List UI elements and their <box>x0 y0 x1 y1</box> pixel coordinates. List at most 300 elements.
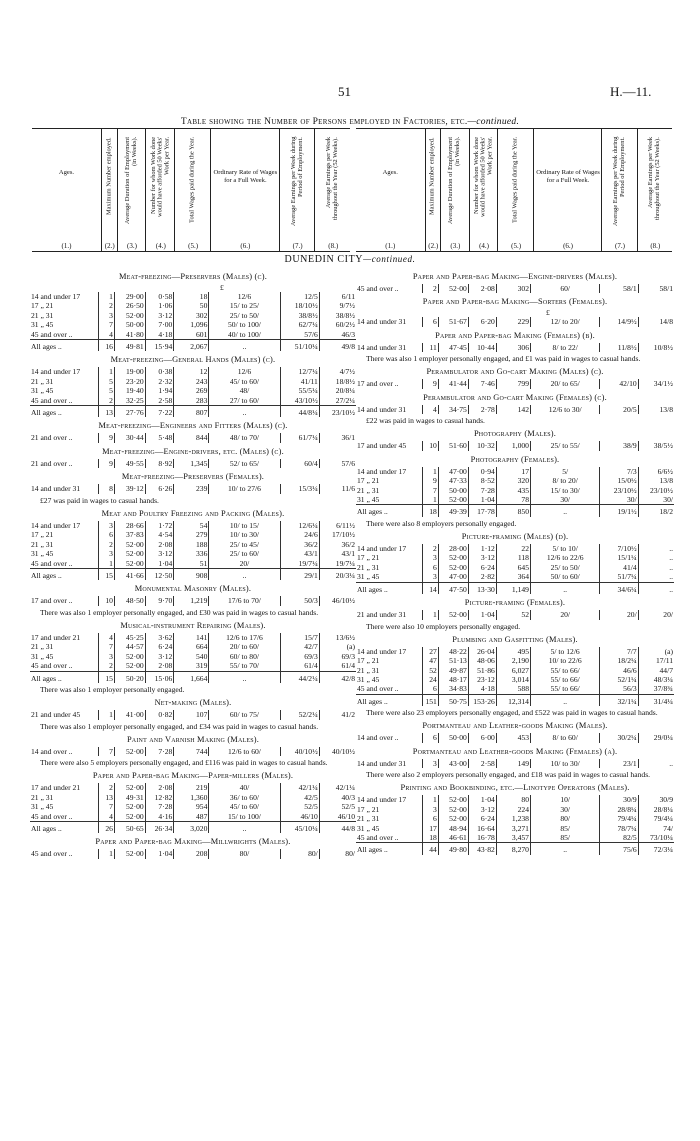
table-cell: 51·60 <box>438 441 468 450</box>
table-cell: 15 <box>98 671 114 683</box>
table-cell: 49·87 <box>438 666 468 675</box>
table-cell: All ages .. <box>30 340 98 352</box>
table-cell: 46/3 <box>319 330 356 340</box>
industry-section <box>356 367 674 388</box>
table-row <box>30 633 356 642</box>
table-cell: 44/8 <box>319 822 356 834</box>
table-cell: 27·76 <box>114 406 145 418</box>
table-cell: 4 <box>98 633 114 642</box>
table-cell: 7 <box>98 747 114 756</box>
table-title-main: Table showing the Number of Persons employed in Factories, etc. <box>180 117 468 127</box>
table-cell: 52/2¼ <box>280 710 319 719</box>
table-cell: 40/10½ <box>280 747 319 756</box>
table-cell: 6 <box>423 733 439 742</box>
table-cell: 6 <box>423 684 439 694</box>
table-cell: 21 „ 31 <box>357 665 380 675</box>
table-cell: 32·25 <box>114 396 145 406</box>
table-cell: 25/ to 50/ <box>209 311 280 320</box>
table-cell: 42/1¼ <box>319 783 356 792</box>
table-cell: 43/1 <box>319 549 356 558</box>
section-heading: Musical-instrument Repairing (Males). <box>120 620 266 630</box>
table-cell: 45 and over .. <box>357 284 399 293</box>
table-cell: 6 <box>423 563 439 572</box>
table-cell: 30/9 <box>638 795 674 804</box>
table-cell: 80/ <box>319 849 356 858</box>
table-cell: 283 <box>174 396 209 406</box>
table-cell: 47 <box>423 656 439 665</box>
table-cell: 7·28 <box>468 486 496 495</box>
table-cell: .. <box>530 694 599 706</box>
table-cell: 1·04 <box>145 849 174 858</box>
table-cell: 1·12 <box>468 544 496 553</box>
table-cell: All ages .. <box>30 406 98 418</box>
table-cell: 46/6 <box>600 666 638 675</box>
data-table <box>356 544 674 594</box>
table-cell: 219 <box>174 783 209 792</box>
table-cell: 320 <box>496 476 530 485</box>
table-row <box>356 284 674 293</box>
table-cell: 10/ to 30/ <box>209 530 280 539</box>
table-cell: 18 <box>423 833 439 843</box>
table-row <box>30 540 356 549</box>
table-cell: 61/4 <box>280 661 319 671</box>
table-cell: 14 and under 17 <box>357 544 407 554</box>
table-cell: 52·00 <box>114 849 145 858</box>
table-cell: 14 and under 17 <box>31 520 81 530</box>
section-heading: Paper and Paper-bag Making—Millwrights (Males). <box>95 837 291 847</box>
table-cell: 269 <box>174 386 209 395</box>
table-cell: 31 „ 45 <box>357 572 380 582</box>
table-cell: 30·44 <box>114 433 145 442</box>
column-header-label: Ordinary Rate of Wages for a Full Week. <box>213 169 278 184</box>
total-row <box>30 671 356 683</box>
table-cell: (a) <box>638 647 674 656</box>
data-table <box>30 849 356 858</box>
table-cell: 52/ to 65/ <box>209 459 280 468</box>
table-cell: 1·04 <box>468 795 496 804</box>
table-cell: 8 <box>98 484 114 493</box>
table-cell: 7·22 <box>145 406 174 418</box>
city-heading <box>0 254 700 265</box>
table-cell: 1,238 <box>496 814 530 823</box>
table-cell: 14 and under 31 <box>357 758 407 768</box>
table-cell: 14 and under 17 <box>357 795 407 805</box>
table-cell: 19·00 <box>114 367 145 376</box>
table-cell: 7·28 <box>145 747 174 756</box>
table-cell: 7/10½ <box>600 544 638 553</box>
table-cell: 6·26 <box>145 484 174 493</box>
table-cell: 54 <box>174 521 209 530</box>
section-note: There were also 8 employers personally engaged. <box>366 518 517 528</box>
table-cell: 27/ to 60/ <box>209 396 280 406</box>
table-cell: 43·00 <box>438 759 468 768</box>
table-cell: 7·00 <box>145 320 174 329</box>
table-cell: 14 and over .. <box>31 746 73 756</box>
table-cell: 8·52 <box>468 476 496 485</box>
table-cell: 3,271 <box>496 824 530 833</box>
table-cell: 3 <box>98 521 114 530</box>
table-cell: 78/7¼ <box>600 824 638 833</box>
table-cell: 2,190 <box>496 656 530 665</box>
table-cell: 9 <box>423 476 439 485</box>
table-cell: 1·04 <box>145 559 174 569</box>
table-cell: 45 and over .. <box>31 849 73 859</box>
total-row <box>30 406 356 418</box>
table-cell: 36/1 <box>319 433 356 442</box>
table-cell: 25/ to 50/ <box>530 563 599 572</box>
table-cell: 31 „ 45 <box>357 823 380 833</box>
data-table <box>30 484 356 493</box>
industry-section <box>30 421 356 442</box>
total-row <box>356 843 674 855</box>
table-cell: 4·54 <box>145 530 174 539</box>
table-cell: 37/8¾ <box>638 684 674 694</box>
table-cell: 60/4 <box>280 459 319 468</box>
table-row <box>356 495 674 505</box>
table-cell: 9·70 <box>145 596 174 605</box>
table-cell: 50/3 <box>280 596 319 605</box>
column-number: (3.) <box>450 242 461 250</box>
table-cell: .. <box>638 544 674 553</box>
table-cell: 2·08 <box>145 661 174 671</box>
column-header-label: Average Earnings per Week throughout the Year (52 Weeks). <box>325 137 340 220</box>
table-cell: 8/ to 22/ <box>530 343 599 352</box>
table-cell: 45/ to 60/ <box>209 802 280 811</box>
table-cell: .. <box>638 572 674 582</box>
table-cell: 17 <box>423 824 439 833</box>
table-cell: 12/6 to 17/6 <box>209 633 280 642</box>
industry-section <box>356 455 674 528</box>
table-cell: 50·00 <box>114 320 145 329</box>
total-row <box>30 568 356 580</box>
section-note: £27 was paid in wages to casual hands. <box>40 495 159 505</box>
table-cell: 51·67 <box>438 317 468 326</box>
table-cell: 80 <box>496 795 530 804</box>
table-cell: 50·20 <box>114 671 145 683</box>
table-cell: 1 <box>423 610 439 619</box>
industry-section <box>30 584 356 617</box>
table-cell: 61/7¼ <box>280 433 319 442</box>
table-cell: 17 <box>496 467 530 476</box>
table-cell: 13/6½ <box>319 633 356 642</box>
table-cell: 73/10¼ <box>638 833 674 843</box>
table-cell: 645 <box>496 563 530 572</box>
column-header-cell <box>117 129 147 251</box>
section-heading: Printing and Bookbinding, etc.—Linotype Operators (Males). <box>400 783 630 793</box>
section-note: There was also 1 employer personally engaged, and £30 was paid in wages to casual hands. <box>40 607 319 617</box>
table-cell: 41/4 <box>600 563 638 572</box>
table-cell: 1,219 <box>174 596 209 605</box>
table-cell: 50/ to 100/ <box>209 320 280 329</box>
table-row <box>356 317 674 326</box>
table-cell: 17 and over .. <box>357 379 399 389</box>
table-cell: 23/10½ <box>319 406 356 418</box>
table-cell: 4·18 <box>468 684 496 694</box>
table-cell: 60/ to 80/ <box>209 652 280 661</box>
data-table <box>356 441 674 450</box>
table-cell: 12/7¼ <box>280 367 319 376</box>
table-cell: 38/8½ <box>280 311 319 320</box>
table-cell: 21 „ 31 <box>357 562 380 572</box>
table-cell: 31 „ 45 <box>31 802 54 812</box>
table-cell: 38/5½ <box>638 441 674 450</box>
table-cell: 48/ to 70/ <box>209 433 280 442</box>
table-cell: 2·32 <box>145 377 174 386</box>
total-row <box>356 582 674 594</box>
table-cell: 5 <box>98 386 114 395</box>
table-cell: 52·00 <box>438 814 468 823</box>
table-cell: 319 <box>174 661 209 671</box>
industry-section <box>356 429 674 450</box>
table-row <box>356 441 674 450</box>
table-cell: 17 and over .. <box>31 596 73 606</box>
column-header-cell <box>469 129 499 251</box>
table-row <box>356 666 674 675</box>
table-cell: All ages .. <box>30 671 98 683</box>
data-table <box>356 379 674 388</box>
table-cell: 78 <box>496 495 530 505</box>
table-cell: All ages .. <box>30 822 98 834</box>
table-cell: 0·82 <box>145 710 174 719</box>
table-cell: 47·00 <box>438 467 468 476</box>
table-cell: 10/ to 22/6 <box>530 656 599 665</box>
table-cell: 48/ <box>209 386 280 395</box>
table-cell: 36/2 <box>280 540 319 549</box>
table-row <box>356 467 674 476</box>
industry-section <box>30 509 356 580</box>
section-heading: Portmanteau and Leather-goods Making (Females) (a). <box>412 746 618 756</box>
table-row <box>356 379 674 388</box>
table-cell: 43/10½ <box>280 396 319 406</box>
table-cell: 46·61 <box>438 833 468 843</box>
table-cell: 60/ <box>530 284 599 293</box>
table-cell: 52·00 <box>114 652 145 661</box>
table-cell: 3 <box>423 572 439 582</box>
table-cell: 14/8 <box>638 317 674 326</box>
table-cell: 20/ to 60/ <box>209 642 280 651</box>
table-cell: 3·12 <box>468 805 496 814</box>
table-cell: 48/3¼ <box>638 675 674 684</box>
table-cell: 14 and under 31 <box>357 317 407 327</box>
table-cell: 14 and under 17 <box>357 466 407 476</box>
table-cell: 80/ <box>209 849 280 858</box>
table-cell: (a) <box>319 642 356 651</box>
industry-section <box>30 355 356 417</box>
table-cell: 14 <box>423 582 439 594</box>
table-cell: 3 <box>423 805 439 814</box>
section-note: There were also 2 employers personally engaged, and £18 was paid in wages to casual hands. <box>366 770 651 780</box>
total-row <box>30 822 356 834</box>
table-cell: 8,270 <box>496 843 530 855</box>
table-cell: 15/ to 100/ <box>209 812 280 822</box>
table-cell: 49·80 <box>438 843 468 855</box>
column-header-cell <box>440 129 470 251</box>
table-cell: 302 <box>496 284 530 293</box>
table-cell: 14 and under 31 <box>357 404 407 414</box>
table-cell: 46/10 <box>319 812 356 822</box>
table-cell: 8/ to 60/ <box>530 733 599 742</box>
industry-section <box>30 771 356 833</box>
table-cell: 50·00 <box>438 733 468 742</box>
table-cell: 239 <box>174 484 209 493</box>
table-row <box>30 530 356 539</box>
table-cell: 21 and over .. <box>31 433 73 443</box>
table-cell: 17/10½ <box>319 530 356 539</box>
column-header-label: Number for whom Work done would have afforded 50 Weeks' Work per Year. <box>149 137 171 218</box>
table-cell: 49·81 <box>114 340 145 352</box>
table-cell: 6 <box>423 317 439 326</box>
column-header-label: Maximum Number employed. <box>105 137 113 215</box>
table-cell: 17 „ 21 <box>31 301 54 311</box>
table-row <box>356 544 674 553</box>
table-cell: 12/6 to 22/6 <box>530 553 599 562</box>
table-cell: All ages .. <box>356 505 423 517</box>
city-name: DUNEDIN CITY <box>284 254 364 265</box>
table-cell: 17/6 to 70/ <box>209 596 280 605</box>
table-row <box>30 642 356 651</box>
table-cell: 2 <box>98 540 114 549</box>
table-cell: 85/ <box>530 833 599 843</box>
data-table <box>30 367 356 417</box>
table-cell: 40/ to 100/ <box>209 330 280 340</box>
table-cell: 21 and under 45 <box>31 710 81 720</box>
table-cell: 12/6 <box>209 367 280 376</box>
table-cell: 52·00 <box>438 495 468 505</box>
table-cell: 5/ <box>530 467 599 476</box>
table-cell: 15/1¼ <box>600 553 638 562</box>
table-cell: 52·00 <box>114 812 145 822</box>
data-table <box>30 292 356 351</box>
table-cell: 51/10¼ <box>280 340 319 352</box>
table-cell: 23·12 <box>468 675 496 684</box>
table-cell: 20/ <box>638 610 674 619</box>
column-number: (6.) <box>563 242 573 250</box>
section-heading: Paper and Paper-bag Making (Females) (b). <box>435 330 595 340</box>
table-cell: 9 <box>98 433 114 442</box>
table-cell: 2 <box>98 301 114 310</box>
table-cell: 141 <box>174 633 209 642</box>
table-cell: 26·04 <box>468 647 496 656</box>
table-cell: 4/7½ <box>319 367 356 376</box>
table-row <box>30 793 356 802</box>
table-cell: 11/8½ <box>600 343 638 352</box>
table-cell: 6/11 <box>319 292 356 301</box>
section-heading: Meat-freezing—Engineers and Fitters (Males) (c). <box>98 421 288 431</box>
table-cell: 2·58 <box>468 759 496 768</box>
table-cell: .. <box>530 505 599 517</box>
table-cell: 4·18 <box>145 330 174 340</box>
section-heading: Photography (Males). <box>473 429 557 439</box>
column-header-cell <box>145 129 175 251</box>
table-cell: 9 <box>423 379 439 388</box>
table-cell: 52·00 <box>438 610 468 619</box>
table-cell: 23/1 <box>600 759 638 768</box>
table-cell: 10/ <box>530 795 599 804</box>
table-cell: 17 „ 21 <box>357 656 380 666</box>
table-cell: 20/ <box>600 610 638 619</box>
table-cell: 2·58 <box>145 396 174 406</box>
table-cell: 34·83 <box>438 684 468 694</box>
section-note: There was also 1 employer personally engaged. <box>40 684 185 694</box>
table-cell: 52·00 <box>438 284 468 293</box>
column-header-cell <box>314 129 351 251</box>
table-cell: 1·94 <box>145 386 174 395</box>
table-row <box>356 553 674 562</box>
table-cell: 1,664 <box>174 671 209 683</box>
column-header-label: Average Earnings per Week during Period of Employment. <box>612 137 626 227</box>
table-cell: 10·32 <box>468 441 496 450</box>
table-cell: 14 and over .. <box>357 733 399 743</box>
data-table <box>356 467 674 517</box>
table-cell: 1,345 <box>174 459 209 468</box>
table-row <box>30 849 356 858</box>
table-cell: 29/1 <box>280 568 319 580</box>
table-cell: 50·65 <box>114 822 145 834</box>
table-cell: 1,000 <box>496 441 530 450</box>
table-cell: All ages .. <box>356 582 423 594</box>
table-row <box>30 661 356 671</box>
table-cell: 14 and under 17 <box>31 367 81 377</box>
industry-section <box>30 735 356 768</box>
table-cell: 55/ to 66/ <box>530 684 599 694</box>
table-cell: 3·12 <box>145 652 174 661</box>
section-heading: Meat-freezing—General Hands (Males) (c). <box>110 355 276 365</box>
table-cell: 14 and under 31 <box>357 342 407 352</box>
table-cell: .. <box>638 759 674 768</box>
table-cell: 12,314 <box>496 694 530 706</box>
table-cell: 31 „ 45 <box>357 674 380 684</box>
table-cell: 16·78 <box>468 833 496 843</box>
data-table <box>356 759 674 768</box>
column-number: (1.) <box>385 242 396 250</box>
table-cell: 69/3 <box>280 652 319 661</box>
column-header-label: Ages. <box>382 169 398 176</box>
section-note: £22 was paid in wages to casual hands. <box>366 416 485 426</box>
table-row <box>30 549 356 558</box>
table-cell: 21 „ 31 <box>31 376 54 386</box>
column-number: (1.) <box>61 242 72 250</box>
table-row <box>30 596 356 605</box>
table-row <box>30 330 356 340</box>
table-cell: 39·12 <box>114 484 145 493</box>
table-cell: 5/ to 12/6 <box>530 647 599 656</box>
column-header-label: Number for whom Work done would have afforded 50 Weeks' Work per Year. <box>472 137 494 218</box>
currency-symbol: £ <box>546 308 550 318</box>
table-cell: 52·00 <box>438 795 468 804</box>
table-cell: 55/5¼ <box>280 386 319 395</box>
table-cell: .. <box>638 563 674 572</box>
table-cell: 18 <box>423 505 439 517</box>
column-header-cell <box>425 129 441 251</box>
table-row <box>30 311 356 320</box>
table-cell: 7/3 <box>600 467 638 476</box>
table-cell: 31/4¼ <box>638 694 674 706</box>
table-cell: 62/7¼ <box>280 320 319 329</box>
table-cell: 3·12 <box>468 553 496 562</box>
table-cell: 45/ to 60/ <box>209 377 280 386</box>
table-cell: 79/4¼ <box>600 814 638 823</box>
table-cell: 14 and under 17 <box>31 292 81 301</box>
table-cell: 2·08 <box>468 284 496 293</box>
table-cell: 2·82 <box>468 572 496 582</box>
table-row <box>30 386 356 395</box>
table-row <box>30 747 356 756</box>
table-cell: 75/6 <box>600 843 638 855</box>
table-cell: 12/6 to 30/ <box>530 405 599 414</box>
table-cell: 45 and over .. <box>31 661 73 671</box>
table-cell: 52·00 <box>114 559 145 569</box>
section-heading: Perambulator and Go-cart Making (Males) (c). <box>426 367 604 377</box>
